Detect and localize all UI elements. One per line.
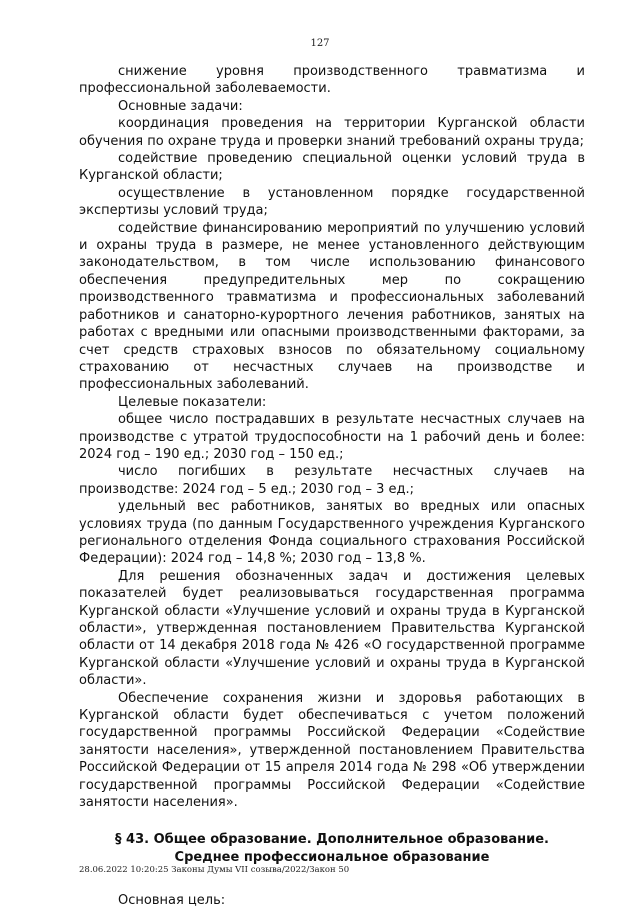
paragraph: осуществление в установленном порядке государственной экспертизы условий труда;	[79, 185, 585, 219]
section-heading-line: § 43. Общее образование. Дополнительное образование.	[115, 832, 549, 848]
paragraph: содействие финансированию мероприятий по улучшению условий и охраны труда в размере, не менее установленного действующим законодательством, в том числе использованию финансового обеспечения предупредительных мер по сокращению производственного травматизма и профессиональных заболеваний работников и санаторно-курортного лечения работников, занятых на работах с вредными или опасными производственными факторами, за счет средств страховых взносов по обязательному социальному страхованию от несчастных случаев на производстве и профессиональных заболеваний.	[79, 220, 585, 393]
paragraph: снижение уровня производственного травматизма и профессиональной заболеваемости.	[79, 64, 585, 97]
paragraph: общее число пострадавших в результате несчастных случаев на производстве с утратой трудоспособности на 1 рабочий день и более: 2024 год – 190 ед.; 2030 год – 150 ед.;	[79, 412, 585, 462]
section-heading-line: Среднее профессиональное образование	[174, 849, 490, 865]
document-footer: 28.06.2022 10:20:25 Законы Думы VII созыва/2022/Закон 50	[79, 865, 350, 875]
paragraph: число погибших в результате несчастных случаев на производстве: 2024 год – 5 ед.; 2030 год – 3 ед.;	[79, 464, 585, 497]
document-body	[79, 63, 585, 910]
paragraph: Целевые показатели:	[118, 394, 267, 410]
paragraph: Для решения обозначенных задач и достижения целевых показателей будет реализовываться государственная программа Курганской области «Улучшение условий и охраны труда в Курганской области», утвержденная постановлением Правительства Курганской области от 14 декабря 2018 года № 426 «О государственной программе Курганской области «Улучшение условий и охраны труда в Курганской области».	[79, 568, 585, 689]
section-heading	[79, 831, 585, 866]
paragraph: содействие проведению специальной оценки условий труда в Курганской области;	[79, 151, 585, 184]
page-number: 127	[310, 38, 330, 49]
paragraph: Основная цель:	[118, 893, 226, 909]
paragraph: Основные задачи:	[118, 98, 243, 114]
paragraph: координация проведения на территории Курганской области обучения по охране труда и проверки знаний требований охраны труда;	[79, 116, 585, 149]
paragraph: удельный вес работников, занятых во вредных или опасных условиях труда (по данным Государственного учреждения Курганского регионального отделения Фонда социального страхования Российской Федерации): 2024 год – 14,8 %; 2030 год – 13,8 %.	[79, 499, 585, 567]
paragraph: Обеспечение сохранения жизни и здоровья работающих в Курганской области будет обеспечиваться с учетом положений государственной программы Российской Федерации «Содействие занятости населения», утвержденной постановлением Правительства Российской Федерации от 15 апреля 2014 года № 298 «Об утверждении государственной программы Российской Федерации «Содействие занятости населения».	[79, 690, 585, 811]
